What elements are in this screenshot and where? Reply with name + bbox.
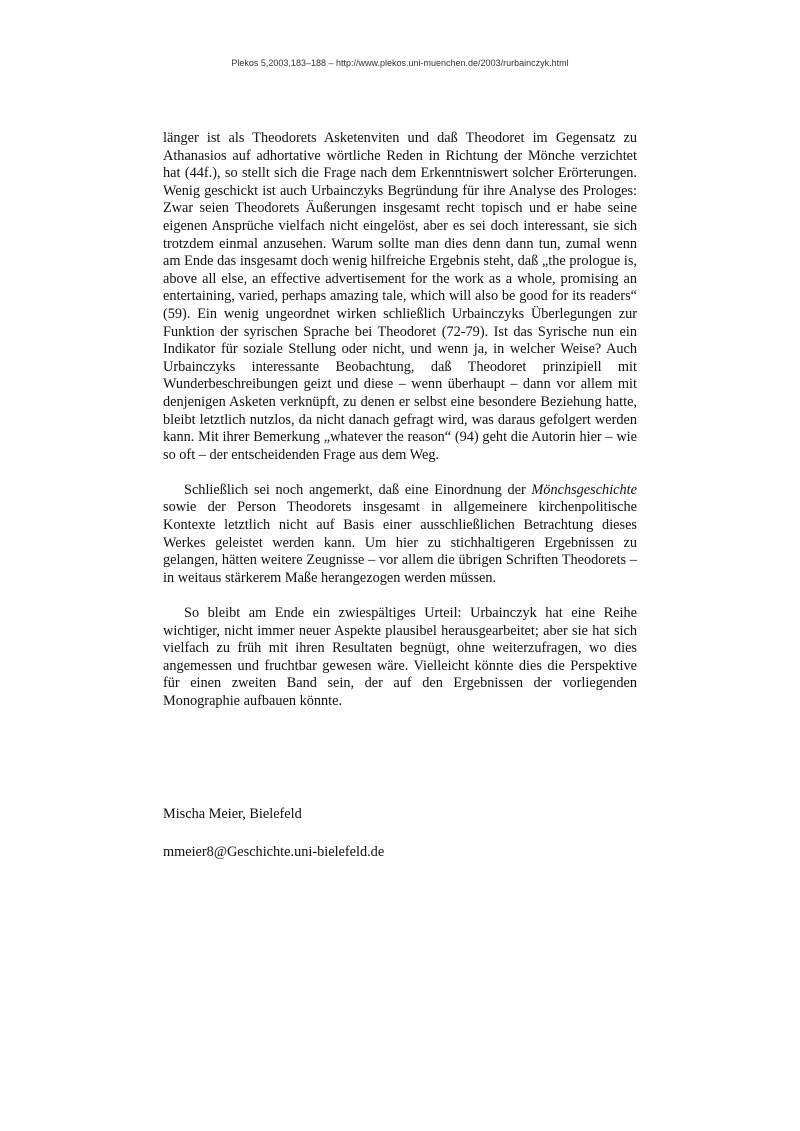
review-body <box>163 130 637 728</box>
author-name: Mischa Meier, Bielefeld <box>163 806 302 822</box>
paragraph-3: So bleibt am Ende ein zwiespältiges Urteil: Urbainczyk hat eine Reihe wichtiger, nicht immer neuer Aspekte plausibel herausgearbeitet; aber sie hat sich vielfach zu früh mit ihren Resultaten begnügt, ohne weiterzufragen, wo dies angemessen und fruchtbar gewesen wäre. Vielleicht könnte dies die Perspektive für einen zweiten Band sein, der auf den Ergebnissen der vorliegenden Monographie aufbauen könnte. <box>163 605 637 709</box>
paragraph-1: länger ist als Theodorets Asketenviten und daß Theodoret im Gegensatz zu Athanasios auf adhortative wörtliche Reden in Richtung der Mönche verzichtet hat (44f.), so stellt sich die Frage nach dem Erkenntniswert solcher Erörterungen. Wenig geschickt ist auch Urbainczyks Begründung für ihre Analyse des Prologes: Zwar seien Theodorets Äußerungen insgesamt recht topisch und er habe seine eigenen Ansprüche vielfach nicht eingelöst, aber es sei doch interessant, sie sich trotzdem einmal anzusehen. Warum sollte man dies denn dann tun, zumal wenn am Ende das insgesamt doch wenig hilfreiche Ergebnis steht, daß „the prologue is, above all else, an effective advertisement for the work as a whole, promising an entertaining, varied, perhaps amazing tale, which will also be good for its readers“ (59). Ein wenig ungeordnet wirken schließlich Urbainczyks Überlegungen zur Funktion der syrischen Sprache bei Theodoret (72-79). Ist das Syrische nun ein Indikator für soziale Stellung oder nicht, und wenn ja, in welcher Weise? Auch Urbainczyks interessante Beobachtung, daß Theodoret prinzipiell mit Wunderbeschreibungen geizt und diese – wenn überhaupt – dann vor allem mit denjenigen Asketen verknüpft, zu denen er selbst eine besondere Beziehung hatte, bleibt letztlich nutzlos, da nicht danach gefragt wird, was daraus gefolgert werden kann. Mit ihrer Bemerkung „whatever the reason“ (94) geht die Autorin hier – wie so oft – der entscheidenden Frage aus dem Weg. <box>163 130 637 463</box>
running-header-citation: Plekos 5,2003,183–188 – http://www.plekos.uni-muenchen.de/2003/rurbainczyk.html <box>231 58 569 68</box>
author-email: mmeier8@Geschichte.uni-bielefeld.de <box>163 844 385 860</box>
paragraph-2-part-2: sowie der Person Theodorets insgesamt in allgemeinere kirchenpolitische Kontexte letztlich nicht auf Basis einer ausschließlichen Betrachtung dieses Werkes geleistet werden kann. Um hier zu stichhaltigeren Ergebnissen zu gelangen, hätten weitere Zeugnisse – vor allem die übrigen Schriften Theodorets – in weitaus stärkerem Maße herangezogen werden müssen. <box>163 499 637 586</box>
italic-title-moenchsgeschichte: Mönchsgeschichte <box>531 481 637 498</box>
paragraph-2-part-1: Schließlich sei noch angemerkt, daß eine Einordnung der <box>184 481 532 498</box>
paragraph-2 <box>163 482 637 588</box>
